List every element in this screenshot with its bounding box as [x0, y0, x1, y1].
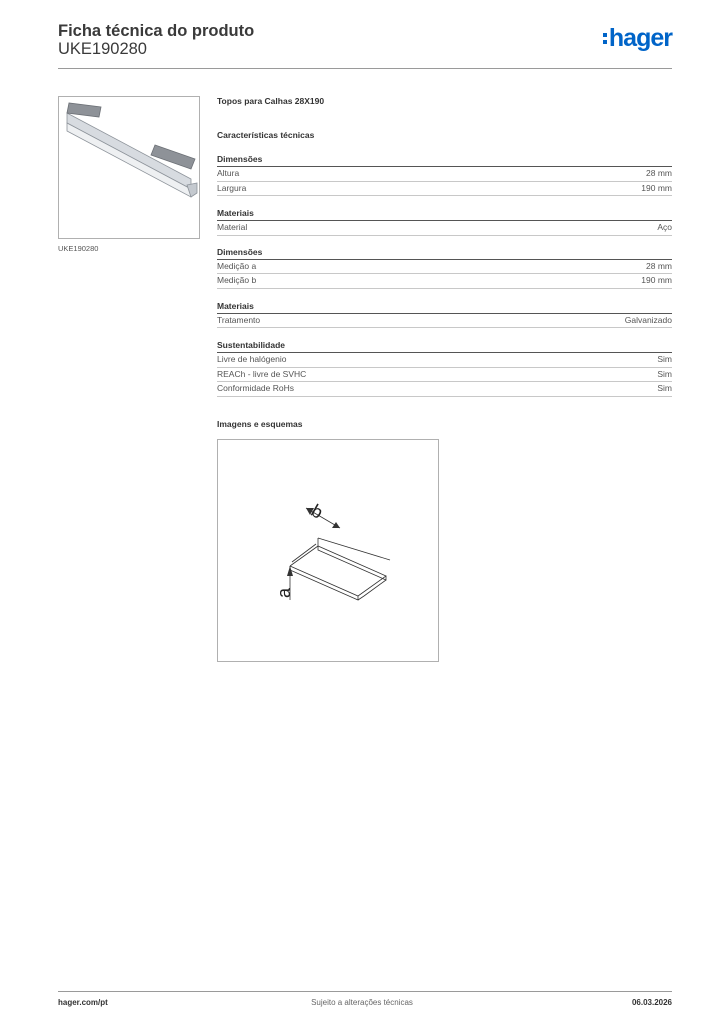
footer-website-link[interactable]: hager.com/pt [58, 998, 108, 1007]
footer-divider [58, 991, 672, 992]
image-caption: UKE190280 [58, 244, 99, 253]
end-cap-illustration-icon [59, 97, 199, 238]
spec-group-dimensions [217, 153, 672, 196]
spec-value: Sim [657, 368, 672, 379]
product-image [58, 96, 200, 239]
group-title: Materiais [217, 207, 672, 221]
header-divider [58, 68, 672, 69]
document-title: Ficha técnica do produto [58, 22, 255, 40]
product-code: UKE190280 [58, 40, 147, 58]
dimension-label-a: a [274, 587, 294, 598]
group-title: Sustentabilidade [217, 339, 672, 353]
spec-value: Sim [657, 383, 672, 393]
spec-label: Livre de halógenio [217, 354, 287, 364]
spec-label: REACh - livre de SVHC [217, 368, 307, 379]
spec-value: Galvanizado [624, 314, 672, 325]
spec-row [217, 260, 672, 275]
spec-value: 28 mm [646, 260, 672, 271]
drawings-title: Imagens e esquemas [217, 419, 303, 429]
dimension-drawing-icon [218, 440, 438, 661]
technical-drawing [217, 439, 439, 662]
logo-text: hager [608, 24, 672, 52]
spec-label: Material [217, 222, 248, 232]
spec-label: Conformidade RoHs [217, 383, 295, 393]
footer-date: 06.03.2026 [631, 998, 672, 1007]
spec-label: Largura [217, 182, 247, 193]
spec-row [217, 182, 672, 197]
spec-group-sustainability [217, 339, 672, 397]
spec-row [217, 167, 672, 182]
spec-group-treatment [217, 300, 672, 329]
group-title: Dimensões [217, 153, 672, 167]
spec-label: Medição a [217, 260, 257, 271]
spec-label: Medição b [217, 275, 257, 285]
spec-group-measurements [217, 246, 672, 289]
spec-value: Aço [657, 222, 672, 232]
spec-label: Tratamento [217, 314, 261, 325]
spec-row [217, 314, 672, 329]
spec-value: 28 mm [646, 168, 672, 178]
spec-row [217, 368, 672, 383]
product-name: Topos para Calhas 28X190 [217, 96, 325, 106]
group-title: Materiais [217, 300, 672, 314]
spec-row [217, 221, 672, 236]
spec-row [217, 274, 672, 289]
spec-section-title: Características técnicas [217, 130, 315, 140]
spec-row [217, 382, 672, 397]
spec-table [217, 95, 672, 397]
spec-value: Sim [657, 354, 672, 364]
spec-value: 190 mm [641, 182, 672, 193]
spec-value: 190 mm [641, 275, 672, 285]
group-title: Dimensões [217, 246, 672, 260]
page-header [58, 20, 672, 70]
spec-label: Altura [217, 168, 240, 178]
dimension-label-b: b [307, 500, 327, 523]
spec-group-materials [217, 207, 672, 236]
logo-dots-icon [603, 33, 607, 44]
footer-disclaimer: Sujeito a alterações técnicas [311, 998, 413, 1007]
hager-logo [603, 26, 672, 51]
spec-row [217, 353, 672, 368]
